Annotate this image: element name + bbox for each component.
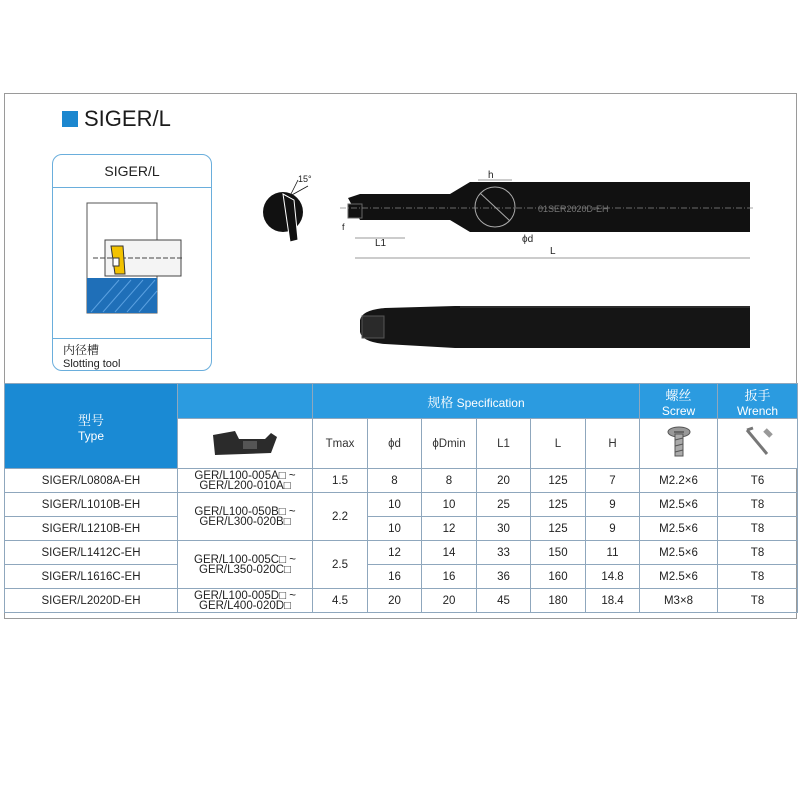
title-square-icon <box>62 111 78 127</box>
angle-label: 15° <box>298 174 312 184</box>
l-cell: 160 <box>531 565 586 589</box>
h-header: H <box>586 419 640 469</box>
dmin-cell: 16 <box>422 565 477 589</box>
d-cell: 10 <box>368 517 422 541</box>
diagram-header: SIGER/L <box>53 155 211 188</box>
h-cell: 14.8 <box>586 565 640 589</box>
wrench-icon <box>741 424 775 460</box>
l1-cell: 33 <box>477 541 531 565</box>
type-cell: SIGER/L1412C-EH <box>5 541 178 565</box>
d-cell: 12 <box>368 541 422 565</box>
screw-icon <box>664 424 694 460</box>
table-row <box>5 589 798 613</box>
h-label: h <box>488 170 494 181</box>
tmax-cell: 2.2 <box>313 493 368 541</box>
l1-cell: 45 <box>477 589 531 613</box>
table-row <box>5 493 798 517</box>
h-cell: 9 <box>586 517 640 541</box>
l1-label: L1 <box>375 238 387 249</box>
l-cell: 125 <box>531 469 586 493</box>
h-cell: 7 <box>586 469 640 493</box>
wrench-cell: T6 <box>718 469 798 493</box>
h-cell: 11 <box>586 541 640 565</box>
tool-diagram-card <box>52 154 212 371</box>
insert-icon <box>205 425 285 459</box>
screw-cell: M2.5×6 <box>640 565 718 589</box>
d-cell: 16 <box>368 565 422 589</box>
type-header-en: Type <box>77 428 104 443</box>
tmax-cell: 1.5 <box>313 469 368 493</box>
screw-cell: M2.5×6 <box>640 517 718 541</box>
insert-model: GER/L300-020B□ <box>199 515 291 528</box>
insert-model: GER/L100-005C□ ~ <box>194 553 296 566</box>
dmin-cell: 12 <box>422 517 477 541</box>
type-cell: SIGER/L0808A-EH <box>5 469 178 493</box>
d-cell: 8 <box>368 469 422 493</box>
tmax-cell: 2.5 <box>313 541 368 589</box>
slotting-diagram <box>53 188 211 338</box>
table-row <box>5 565 798 589</box>
insert-model: GER/L350-020C□ <box>199 563 291 576</box>
diagram-caption <box>53 338 211 370</box>
spec-header <box>313 384 640 419</box>
insert-image-cell <box>178 419 313 469</box>
l1-header: L1 <box>477 419 531 469</box>
insert-model: GER/L100-005D□ ~ <box>194 589 296 602</box>
h-cell: 9 <box>586 493 640 517</box>
caption-en: Slotting tool <box>63 358 121 370</box>
type-cell: SIGER/L1210B-EH <box>5 517 178 541</box>
dmin-cell: 20 <box>422 589 477 613</box>
table-row <box>5 541 798 565</box>
tool-drawing <box>250 160 760 360</box>
title-text: SIGER/L <box>84 106 171 131</box>
f-label: f <box>342 222 345 232</box>
dmin-cell: 10 <box>422 493 477 517</box>
l-cell: 125 <box>531 517 586 541</box>
dmin-cell: 14 <box>422 541 477 565</box>
spec-header-en: Specification <box>456 395 525 410</box>
insert-model: GER/L100-050B□ ~ <box>194 505 296 518</box>
wrench-cell: T8 <box>718 517 798 541</box>
insert-header-blank <box>178 384 313 419</box>
tmax-cell: 4.5 <box>313 589 368 613</box>
type-header-cn: 型号 <box>77 413 104 429</box>
insert-model: GER/L200-010A□ <box>199 479 291 492</box>
spec-header-cn: 规格 <box>427 395 454 411</box>
l1-cell: 36 <box>477 565 531 589</box>
insert-cell <box>178 469 313 493</box>
l-cell: 150 <box>531 541 586 565</box>
insert-cell <box>178 541 313 589</box>
wrench-cell: T8 <box>718 589 798 613</box>
caption-cn: 内径槽 <box>63 343 100 357</box>
dmin-header: ϕDmin <box>422 419 477 469</box>
table-row <box>5 517 798 541</box>
insert-model: GER/L400-020D□ <box>199 599 291 612</box>
screw-image-cell <box>640 419 718 469</box>
page-title <box>62 106 171 132</box>
tool-marking: 01SER2020D-EH <box>538 204 609 214</box>
type-cell: SIGER/L2020D-EH <box>5 589 178 613</box>
l1-cell: 20 <box>477 469 531 493</box>
l-cell: 125 <box>531 493 586 517</box>
l-cell: 180 <box>531 589 586 613</box>
tmax-header: Tmax <box>313 419 368 469</box>
l-label: L <box>550 246 556 257</box>
screw-cell: M2.2×6 <box>640 469 718 493</box>
wrench-cell: T8 <box>718 541 798 565</box>
h-cell: 18.4 <box>586 589 640 613</box>
screw-cell: M2.5×6 <box>640 493 718 517</box>
d-label: ϕd <box>522 234 534 245</box>
screw-header-en: Screw <box>661 403 696 418</box>
l1-cell: 25 <box>477 493 531 517</box>
wrench-cell: T8 <box>718 493 798 517</box>
wrench-cell: T8 <box>718 565 798 589</box>
type-cell: SIGER/L1616C-EH <box>5 565 178 589</box>
l-header: L <box>531 419 586 469</box>
screw-header-cn: 螺丝 <box>665 388 692 404</box>
screw-cell: M2.5×6 <box>640 541 718 565</box>
d-header: ϕd <box>368 419 422 469</box>
type-cell: SIGER/L1010B-EH <box>5 493 178 517</box>
d-cell: 10 <box>368 493 422 517</box>
table-header-row <box>5 384 798 419</box>
screw-cell: M3×8 <box>640 589 718 613</box>
screw-header <box>640 384 718 419</box>
spec-table <box>4 383 798 613</box>
type-header <box>5 384 178 469</box>
wrench-header-cn: 扳手 <box>744 388 771 404</box>
wrench-header <box>718 384 798 419</box>
table-row <box>5 469 798 493</box>
dmin-cell: 8 <box>422 469 477 493</box>
wrench-image-cell <box>718 419 798 469</box>
l1-cell: 30 <box>477 517 531 541</box>
insert-cell <box>178 589 313 613</box>
wrench-header-en: Wrench <box>736 403 779 418</box>
d-cell: 20 <box>368 589 422 613</box>
insert-cell <box>178 493 313 541</box>
insert-model: GER/L100-005A□ ~ <box>194 469 296 482</box>
